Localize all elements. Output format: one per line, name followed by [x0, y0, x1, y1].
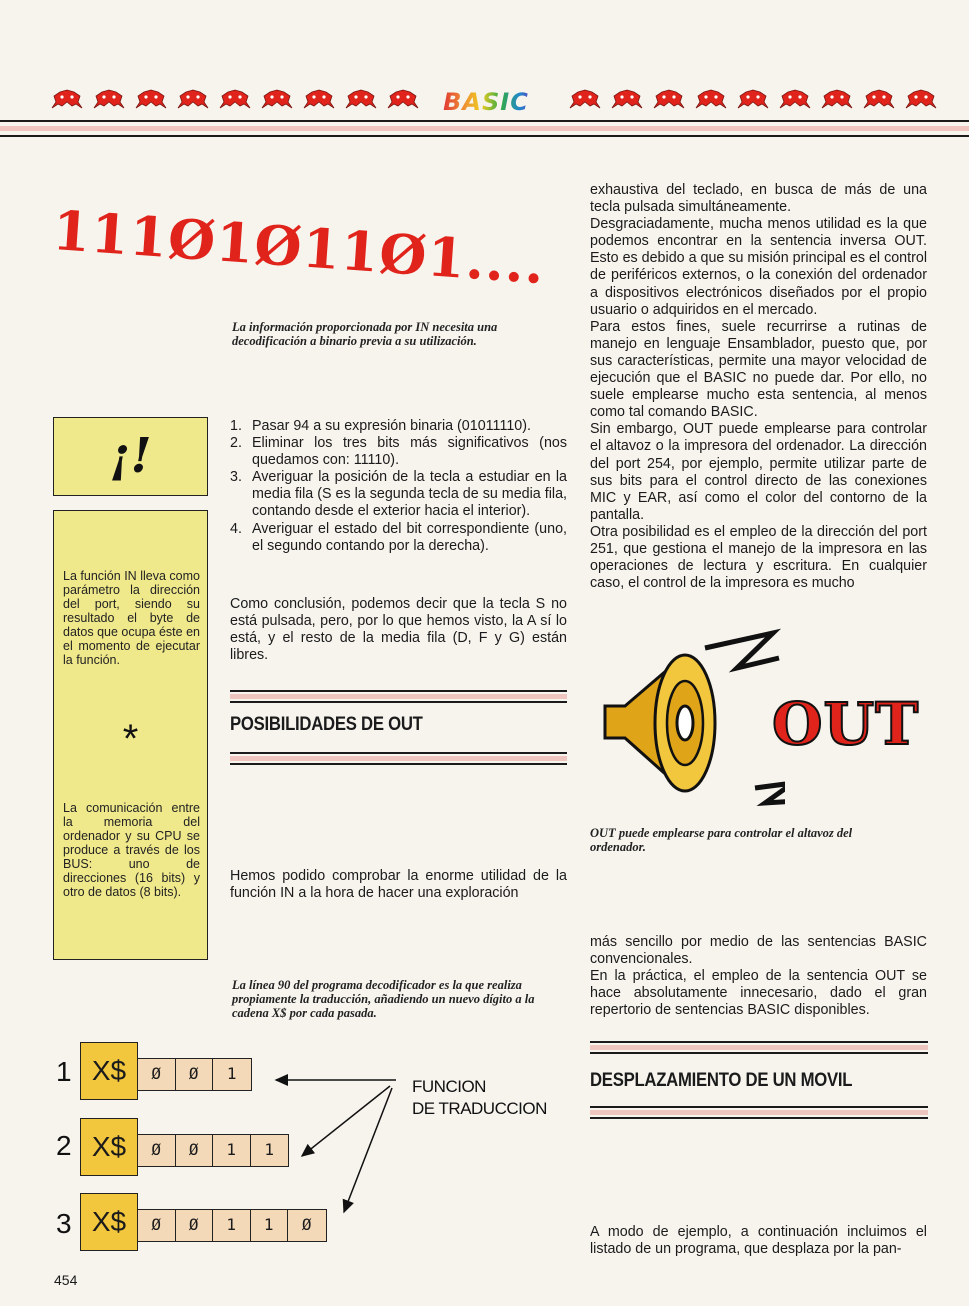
space-invader-icon — [300, 88, 338, 110]
string-cell: 1 — [264, 1140, 275, 1159]
section2-rule-mid — [590, 1052, 928, 1054]
list-item: 2. Eliminar los tres bits más significativos (nos quedamos con: 11110). — [230, 435, 567, 469]
page-number: 454 — [54, 1272, 78, 1288]
string-cell: Ø — [176, 1210, 214, 1241]
right-paragraph: más sencillo por medio de las sentencias BASIC convencionales. — [590, 934, 927, 968]
space-invader-icon — [216, 88, 254, 110]
section1-rule-top — [230, 690, 567, 692]
diagram-row-number: 1 — [56, 1056, 72, 1087]
xs-variable-box: X$ — [80, 1118, 138, 1176]
string-cell: Ø — [176, 1135, 214, 1166]
string-cell: Ø — [301, 1215, 312, 1234]
string-cell: 1 — [213, 1135, 251, 1166]
sidebar-exclaim-box — [53, 417, 208, 496]
space-invader-icon — [734, 88, 772, 110]
right-paragraph: exhaustiva del teclado, en busca de más de una tecla pulsada simultáneamente. — [590, 182, 927, 216]
space-invader-icon — [818, 88, 856, 110]
section2-rule-bottom — [590, 1117, 928, 1119]
page-title: 111Ø1Ø11Ø1.... — [50, 198, 548, 297]
space-invader-icon — [692, 88, 730, 110]
string-cell: 1 — [251, 1210, 289, 1241]
caption-out: OUT puede emplearse para controlar el altavoz del ordenador. — [590, 826, 853, 854]
space-invader-icon — [48, 88, 86, 110]
section1-band-low — [230, 756, 567, 761]
right-paragraph: Para estos fines, suele recurrirse a rutinas de manejo en lenguaje Ensamblador, puesto que, por sus características, permite una mayor velocidad de ejecución que el BASIC no puede dar. Por ello, no suele emplearse mucho esta sentencia, al menos como tal comando BASIC. — [590, 318, 927, 421]
string-cell: Ø — [176, 1059, 214, 1090]
space-invader-icon — [384, 88, 422, 110]
section1-paragraph: Hemos podido comprobar la enorme utilidad de la función IN a la hora de hacer una exploración — [230, 868, 567, 902]
exclamation-icon: ¡! — [109, 428, 152, 484]
space-invader-icon — [342, 88, 380, 110]
space-invader-icon — [608, 88, 646, 110]
caption-top: La información proporcionada por IN necesita una decodificación a binario previa a su utilización. — [232, 320, 498, 348]
space-invader-icon — [860, 88, 898, 110]
out-illustration-word: OUT — [772, 690, 920, 758]
section1-rule-bottom — [230, 763, 567, 765]
right-paragraph: Otra posibilidad es el empleo de la dirección del port 251, que gestiona el manejo de la impresora en las operaciones de lectura y escritura. En cualquier caso, el control de la impresora es mucho — [590, 523, 927, 592]
list-item: 3. Averiguar la posición de la tecla a estudiar en la media fila (S es la segunda tecla de su media fila, contando desde el exterior hacia el interior). — [230, 469, 567, 520]
header-rule-bottom — [0, 135, 969, 137]
header-invaders-right — [566, 88, 940, 114]
space-invader-icon — [132, 88, 170, 110]
right-paragraph: En la práctica, el empleo de la sentencia OUT se hace absolutamente innecesario, dado el gran repertorio de sentencias BASIC disponibles. — [590, 968, 927, 1019]
right-paragraph: Desgraciadamente, mucha menos utilidad es la que podemos encontrar en la sentencia inversa OUT. Esto es debido a que su misión principal es el control de periféricos externos, o la conexión del ordenador a dispositivos electrónicos diseñados por el propio usuario o adquiridos en el mercado. — [590, 216, 927, 318]
diagram-label: FUNCION DE TRADUCCION — [412, 1077, 547, 1118]
list-item: 1. Pasar 94 a su expresión binaria (01011110). — [230, 418, 531, 434]
section1-heading: POSIBILIDADES DE OUT — [230, 714, 423, 735]
right-column-text-2 — [590, 934, 927, 1019]
conclusion-paragraph: Como conclusión, podemos decir que la tecla S no está pulsada, pero, por lo que hemos visto, la A sí lo está, y el resto de la media fila (D, F y G) están libres. — [230, 596, 567, 664]
caption-mid: La línea 90 del programa decodificador es la que realiza propiamente la traducción, añadiendo un nuevo dígito a la cadena X$ por cada pasada. — [232, 978, 535, 1020]
section1-rule-low — [230, 752, 567, 754]
xs-variable-box: X$ — [80, 1042, 138, 1100]
string-cell: Ø — [138, 1059, 176, 1090]
xs-variable-box: X$ — [80, 1193, 138, 1251]
list-item: 4. Averiguar el estado del bit correspondiente (uno, el segundo contando por la derecha). — [230, 520, 567, 554]
section2-rule-top — [590, 1041, 928, 1043]
asterisk-icon: * — [122, 717, 139, 761]
header-rule-top — [0, 120, 969, 122]
section1-band — [230, 694, 567, 699]
arrow-line — [344, 1088, 392, 1212]
diagram-arrows — [0, 1060, 420, 1230]
space-invader-icon — [258, 88, 296, 110]
steps-list — [230, 418, 567, 555]
speaker-icon — [585, 628, 785, 818]
string-cell: 1 — [226, 1064, 237, 1083]
section2-band — [590, 1045, 928, 1050]
space-invader-icon — [90, 88, 128, 110]
space-invader-icon — [902, 88, 940, 110]
arrow-line — [302, 1086, 390, 1156]
space-invader-icon — [650, 88, 688, 110]
section2-band-low — [590, 1110, 928, 1115]
string-cell: Ø — [138, 1135, 176, 1166]
section2-paragraph: A modo de ejemplo, a continuación incluimos el listado de un programa, que desplaza por la pan- — [590, 1224, 927, 1258]
section2-heading: DESPLAZAMIENTO DE UN MOVIL — [590, 1070, 853, 1091]
sidebar-note-1: La función IN lleva como parámetro la dirección del port, siendo su resultado el byte de datos que ocupa éste en el momento de ejecutar la función. — [63, 569, 200, 667]
string-cell: 1 — [213, 1210, 251, 1241]
sidebar-notes-box — [53, 510, 208, 960]
section1-rule-mid — [230, 701, 567, 703]
right-column-text — [590, 182, 927, 592]
right-paragraph: Sin embargo, OUT puede emplearse para controlar el altavoz o la impresora del ordenador. La dirección del port 254, por ejemplo, permite utilizar parte de sus bits para el control directo de las conexiones MIC y EAR, así como el color del contorno de la pantalla. — [590, 421, 927, 523]
basic-logo: BASIC — [438, 88, 534, 116]
header-band — [0, 126, 969, 131]
space-invader-icon — [174, 88, 212, 110]
diagram-row-number: 2 — [56, 1130, 72, 1161]
string-cell: Ø — [138, 1210, 176, 1241]
space-invader-icon — [566, 88, 604, 110]
space-invader-icon — [776, 88, 814, 110]
section2-rule-low — [590, 1106, 928, 1108]
sidebar-note-2: La comunicación entre la memoria del ordenador y su CPU se produce a través de los BUS: uno de direcciones (16 bits) y otro de datos (8 bits). — [63, 801, 200, 899]
header-invaders-left — [48, 88, 422, 114]
diagram-row-number: 3 — [56, 1208, 72, 1239]
